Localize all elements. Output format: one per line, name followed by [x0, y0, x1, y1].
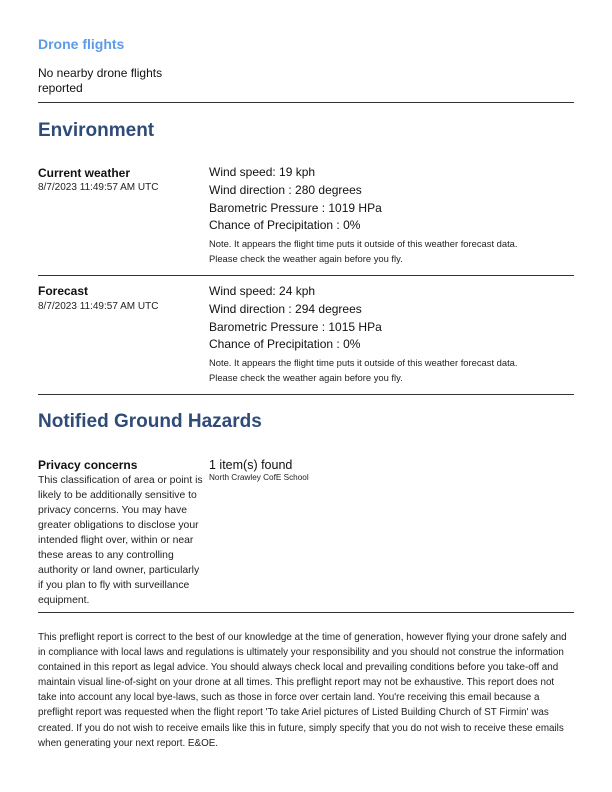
chance-of-precipitation: Chance of Precipitation : 0%: [209, 337, 361, 352]
wind-speed: Wind speed: 24 kph: [209, 284, 316, 298]
items-found-count: 1 item(s) found: [209, 458, 293, 472]
barometric-pressure: Barometric Pressure : 1015 HPa: [209, 319, 382, 334]
weather-note: [209, 355, 574, 385]
current-weather-label: Current weather: [38, 166, 131, 180]
environment-title: Environment: [38, 120, 155, 141]
current-weather-date: 8/7/2023 11:49:57 AM UTC: [38, 182, 159, 193]
forecast-values: [209, 283, 574, 385]
divider: [38, 102, 574, 103]
weather-note-line: Please check the weather again before you fly.: [209, 372, 403, 384]
chance-of-precipitation: Chance of Precipitation : 0%: [209, 218, 361, 233]
privacy-concerns-label: Privacy concerns: [38, 458, 138, 472]
weather-note: [209, 236, 574, 266]
barometric-pressure: Barometric Pressure : 1019 HPa: [209, 200, 382, 215]
wind-direction: Wind direction : 294 degrees: [209, 301, 362, 316]
divider: [38, 394, 574, 395]
weather-note-line: Please check the weather again before you fly.: [209, 253, 403, 265]
divider: [38, 612, 574, 613]
wind-speed: Wind speed: 19 kph: [209, 165, 316, 179]
forecast-label: Forecast: [38, 284, 89, 298]
privacy-concerns-description: This classification of area or point is likely to be additionally sensitive to privacy concerns. You may have greater obligations to disclose your intended flight over, within or near these areas to any controlling authority or land owner, particularly if you plan to fly with surveillance equipment.: [38, 475, 203, 606]
hazards-title: Notified Ground Hazards: [38, 411, 262, 432]
drone-flights-status: No nearby drone flights reported: [38, 66, 163, 95]
weather-note-line: Note. It appears the flight time puts it outside of this weather forecast data.: [209, 357, 518, 369]
current-weather-values: [209, 164, 574, 266]
forecast-date: 8/7/2023 11:49:57 AM UTC: [38, 301, 159, 312]
weather-note-line: Note. It appears the flight time puts it outside of this weather forecast data.: [209, 238, 518, 250]
divider: [38, 275, 574, 276]
wind-direction: Wind direction : 280 degrees: [209, 182, 362, 197]
drone-flights-heading: Drone flights: [38, 36, 125, 52]
found-item: North Crawley CofE School: [209, 473, 309, 482]
disclaimer-text: This preflight report is correct to the best of our knowledge at the time of generation, however flying your drone safely and in compliance with local laws and regulations is ultimately your responsibility and you should not construe the information contained in this report as legal advice. You should always check local and prevailing conditions before you take-off and maintain visual line-of-sight on your drone at all times. This preflight report may not be exhaustive. This report does not take into account any local bye-laws, such as those in force over certain land. You're receiving this email because a preflight report was requested when the flight report 'To take Ariel pictures of Listed Building Church of ST Firmin' was created. If you do not wish to receive emails like this in future, simply specify that you do not wish to receive these emails when generating your next report. E&OE.: [38, 632, 567, 749]
